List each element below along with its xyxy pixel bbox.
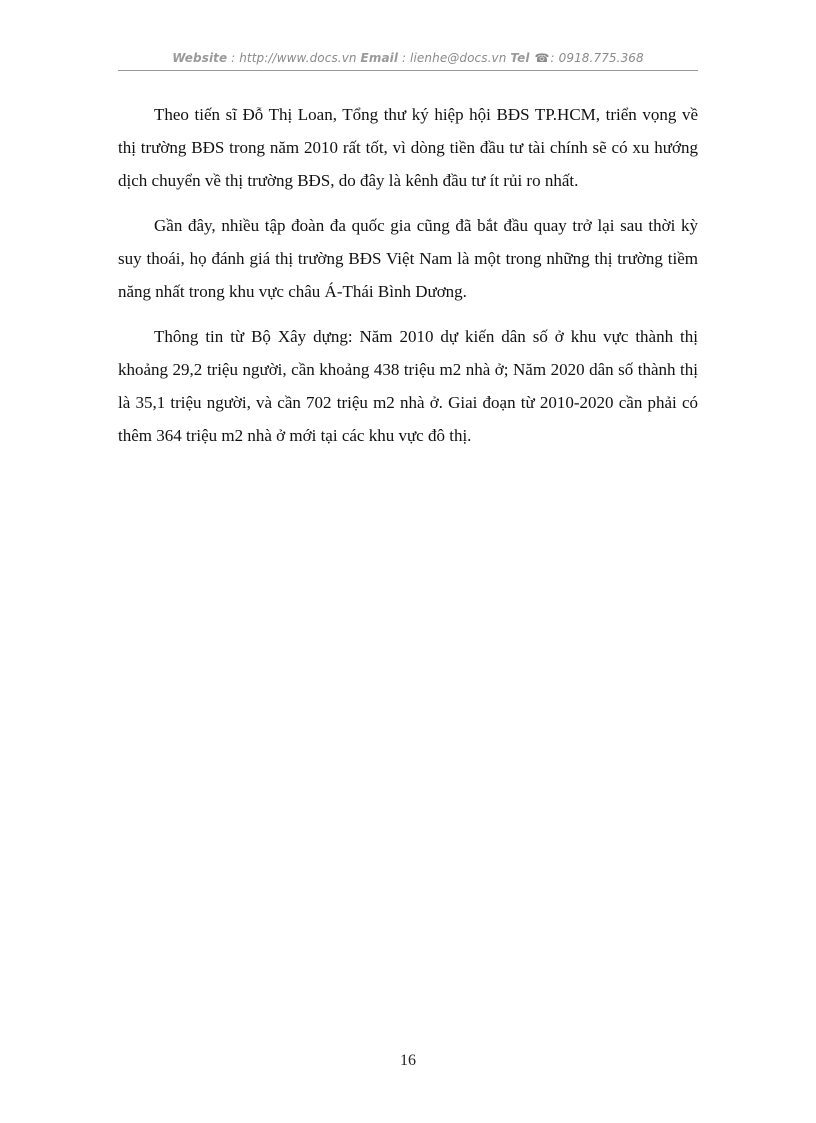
paragraph-2: Gần đây, nhiều tập đoàn đa quốc gia cũng đã bắt đầu quay trở lại sau thời kỳ suy thoái, họ đánh giá thị trường BĐS Việt Nam là một trong những thị trường tiềm năng nhất trong khu vực châu Á-Thái Bình Dương. [118, 216, 698, 301]
header-divider [118, 70, 698, 71]
tel-number: : 0918.775.368 [550, 51, 644, 65]
page-number: 16 [400, 1052, 416, 1069]
phone-icon: ☎ [534, 51, 550, 65]
website-url[interactable]: : http://www.docs.vn [231, 51, 357, 65]
email-address[interactable]: : lienhe@docs.vn [402, 51, 507, 65]
paragraph-1: Theo tiến sĩ Đỗ Thị Loan, Tổng thư ký hiệp hội BĐS TP.HCM, triển vọng về thị trường BĐS trong năm 2010 rất tốt, vì dòng tiền đầu tư tài chính sẽ có xu hướng dịch chuyển về thị trường BĐS, do đây là kênh đầu tư ít rủi ro nhất. [118, 105, 698, 190]
email-label: Email [360, 51, 399, 65]
page-header [118, 51, 698, 71]
website-label: Website [172, 51, 228, 65]
paragraph-3: Thông tin từ Bộ Xây dựng: Năm 2010 dự kiến dân số ở khu vực thành thị khoảng 29,2 triệu người, cần khoảng 438 triệu m2 nhà ở; Năm 2020 dân số thành thị là 35,1 triệu người, và cần 702 triệu m2 nhà ở. Giai đoạn từ 2010-2020 cần phải có thêm 364 triệu m2 nhà ở mới tại các khu vực đô thị. [118, 327, 698, 445]
tel-label: Tel [510, 51, 530, 65]
document-body [118, 98, 698, 464]
